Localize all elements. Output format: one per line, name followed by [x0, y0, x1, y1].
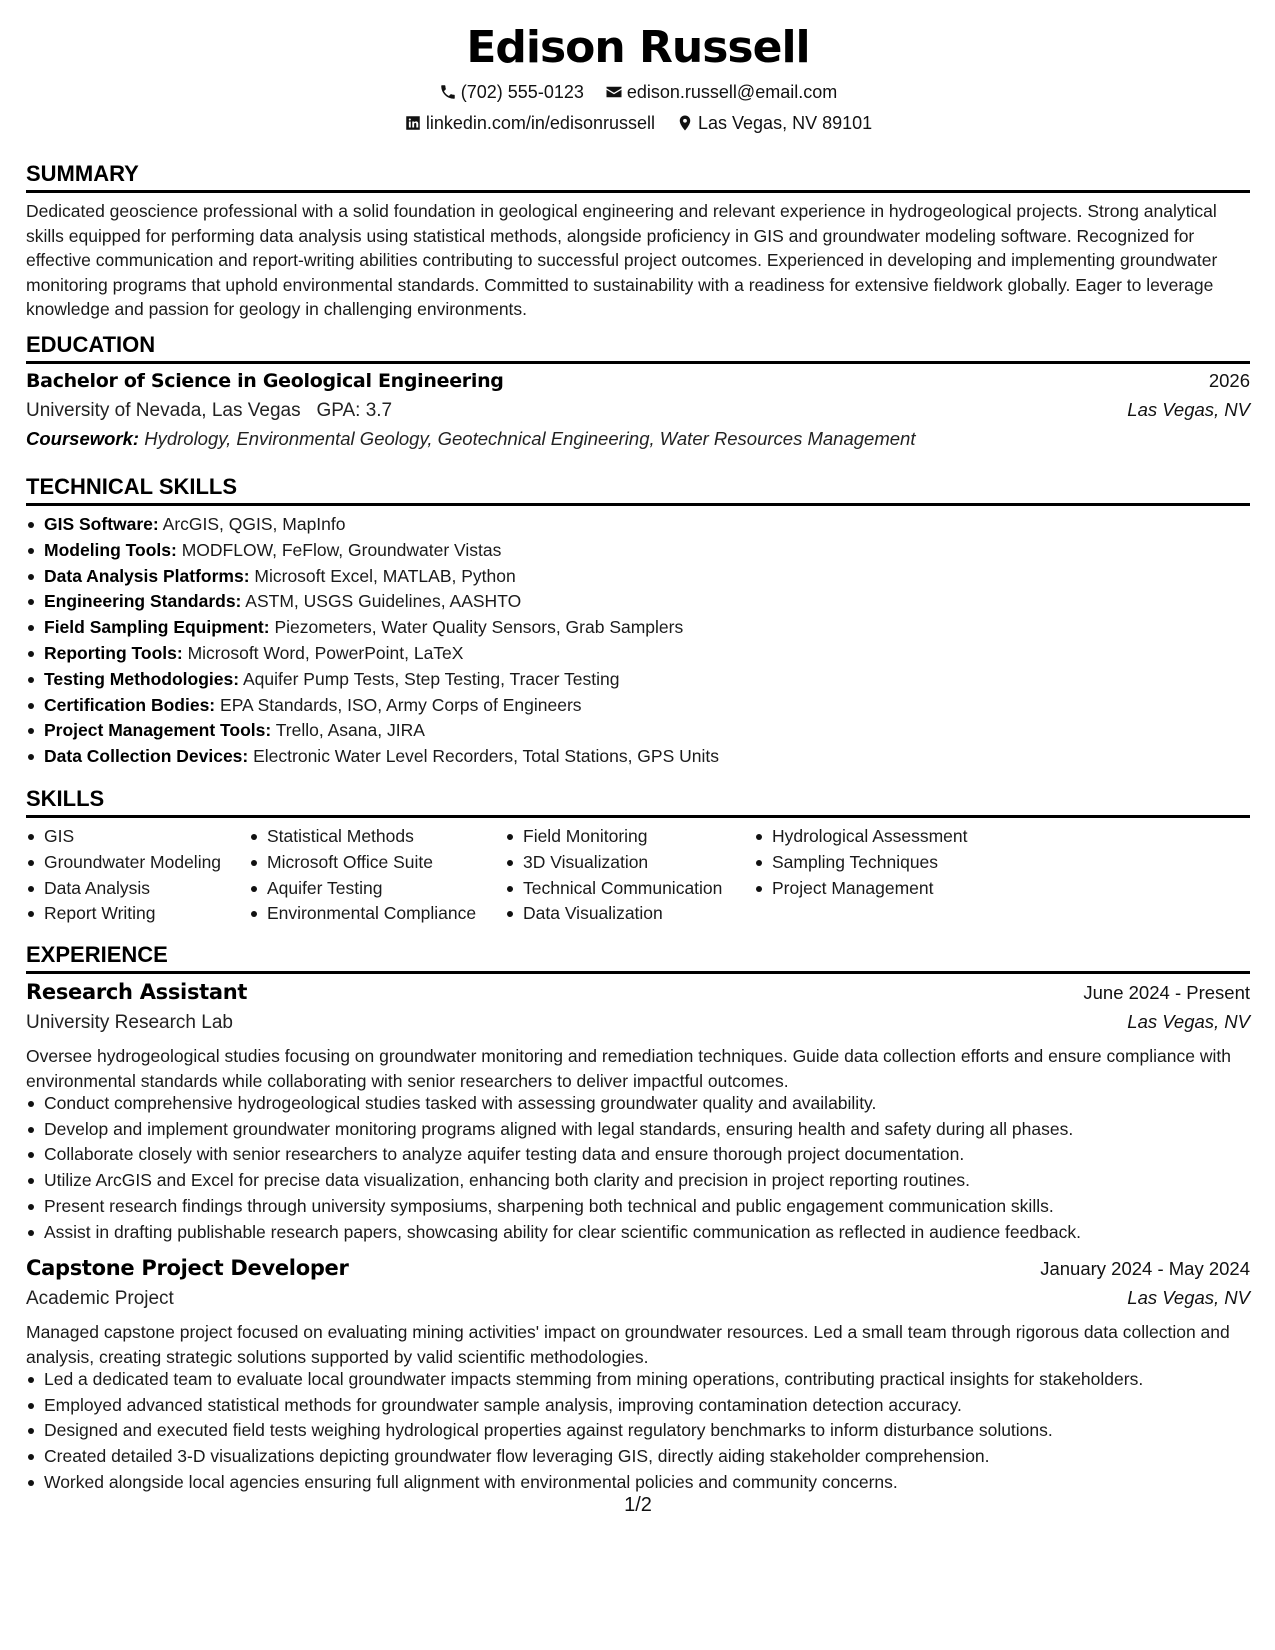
- job-summary: Oversee hydrogeological studies focusing on groundwater monitoring and remediation techniques. Guide data collection efforts and ensure compliance with environmental standards while collaborating with senior researchers to deliver impactful outcomes.: [26, 1046, 1231, 1091]
- skill-value: Electronic Water Level Recorders, Total Stations, GPS Units: [253, 746, 719, 767]
- coursework-row: [26, 428, 1250, 450]
- job-1-bullets: [26, 1091, 1081, 1245]
- linkedin-contact[interactable]: [404, 111, 655, 135]
- technical-skills-list: [26, 512, 719, 770]
- list-item: Field Monitoring: [505, 824, 722, 850]
- list-item: Designed and executed field tests weighing hydrological properties against regulatory benchmarks to inform disturbance solutions.: [26, 1418, 1143, 1444]
- location-text: Las Vegas, NV 89101: [698, 113, 873, 133]
- skill-value: Piezometers, Water Quality Sensors, Grab Samplers: [274, 617, 684, 638]
- job-1-title-row: [26, 980, 1250, 1004]
- school-line: [26, 400, 392, 422]
- job-dates: January 2024 - May 2024: [1040, 1258, 1250, 1279]
- job-organization: Academic Project: [26, 1288, 174, 1309]
- list-item: Project Management: [754, 876, 968, 902]
- list-item: Statistical Methods: [249, 824, 476, 850]
- list-item: Technical Communication: [505, 876, 722, 902]
- contact-row-1: [26, 80, 1250, 107]
- skills-column-2: [249, 824, 476, 927]
- list-item: [26, 693, 719, 719]
- list-item: Conduct comprehensive hydrogeological studies tasked with assessing groundwater quality and availability.: [26, 1091, 1081, 1117]
- skill-label: Certification Bodies:: [44, 694, 216, 715]
- list-item: Worked alongside local agencies ensuring full alignment with environmental policies and community concerns.: [26, 1470, 1143, 1496]
- list-item: [26, 564, 719, 590]
- job-2-title-row: [26, 1256, 1250, 1280]
- list-item: GIS: [26, 824, 221, 850]
- experience-heading: EXPERIENCE: [26, 942, 168, 967]
- list-item: [26, 538, 719, 564]
- list-item: Report Writing: [26, 901, 221, 927]
- skill-value: ArcGIS, QGIS, MapInfo: [162, 514, 346, 534]
- skills-column-1: [26, 824, 221, 927]
- envelope-icon: [605, 83, 623, 101]
- list-item: [26, 744, 719, 770]
- skill-label: Project Management Tools:: [44, 720, 272, 741]
- technical-skills-rule: [26, 503, 1250, 506]
- skill-label: Data Collection Devices:: [44, 746, 249, 767]
- job-2-org-row: [26, 1287, 1250, 1310]
- email-contact[interactable]: [605, 80, 837, 104]
- skills-rule: [26, 815, 1250, 818]
- list-item: Environmental Compliance: [249, 901, 476, 927]
- list-item: [26, 512, 719, 538]
- list-item: Employed advanced statistical methods for groundwater sample analysis, improving contamination detection accuracy.: [26, 1393, 1143, 1419]
- phone-icon: [439, 83, 457, 101]
- summary-rule: [26, 190, 1250, 193]
- school-name: University of Nevada, Las Vegas: [26, 400, 301, 421]
- phone-text: (702) 555-0123: [460, 82, 584, 102]
- job-title: Research Assistant: [26, 980, 248, 1004]
- coursework-line: [26, 428, 915, 450]
- experience-rule: [26, 971, 1250, 974]
- list-item: Utilize ArcGIS and Excel for precise data visualization, enhancing both clarity and precision in project reporting routines.: [26, 1168, 1081, 1194]
- candidate-name: Edison Russell: [466, 22, 810, 73]
- degree-title: Bachelor of Science in Geological Engineering: [26, 370, 504, 392]
- list-item: Collaborate closely with senior researchers to analyze aquifer testing data and ensure thorough project documentation.: [26, 1142, 1081, 1168]
- list-item: [26, 589, 719, 615]
- list-item: Assist in drafting publishable research papers, showcasing ability for clear scientific communication as reflected in audience feedback.: [26, 1220, 1081, 1246]
- list-item: Data Visualization: [505, 901, 722, 927]
- education-degree-row: [26, 370, 1250, 392]
- list-item: Present research findings through university symposiums, sharpening both technical and public engagement communication skills.: [26, 1194, 1081, 1220]
- phone-contact[interactable]: [439, 80, 584, 104]
- list-item: [26, 667, 719, 693]
- list-item: 3D Visualization: [505, 850, 722, 876]
- skill-label: Data Analysis Platforms:: [44, 565, 250, 586]
- skill-label: GIS Software:: [44, 514, 159, 534]
- email-text: edison.russell@email.com: [626, 82, 838, 102]
- education-heading: EDUCATION: [26, 332, 156, 357]
- job-summary: Managed capstone project focused on evaluating mining activities' impact on groundwater resources. Led a small team through rigorous data collection and analysis, creating strategic solutions supported by valid scientific methodologies.: [26, 1322, 1230, 1367]
- skills-column-4: [754, 824, 968, 901]
- skill-label: Testing Methodologies:: [44, 668, 240, 689]
- gpa: GPA: 3.7: [316, 400, 393, 421]
- linkedin-icon: [404, 114, 422, 132]
- job-1-org-row: [26, 1011, 1250, 1034]
- list-item: Led a dedicated team to evaluate local groundwater impacts stemming from mining operations, contributing practical insights for stakeholders.: [26, 1367, 1143, 1393]
- list-item: Sampling Techniques: [754, 850, 968, 876]
- linkedin-text: linkedin.com/in/edisonrussell: [425, 113, 655, 133]
- list-item: Hydrological Assessment: [754, 824, 968, 850]
- coursework-label: Coursework:: [26, 428, 140, 449]
- graduation-year: 2026: [1208, 370, 1250, 391]
- job-location: Las Vegas, NV: [1127, 1011, 1250, 1032]
- page-number: 1/2: [624, 1494, 652, 1516]
- skill-value: Aquifer Pump Tests, Step Testing, Tracer Testing: [243, 668, 620, 689]
- summary-heading: SUMMARY: [26, 161, 139, 186]
- list-item: [26, 718, 719, 744]
- skills-column-3: [505, 824, 722, 927]
- job-organization: University Research Lab: [26, 1012, 233, 1033]
- skill-value: Trello, Asana, JIRA: [275, 720, 425, 741]
- list-item: Data Analysis: [26, 876, 221, 902]
- list-item: Aquifer Testing: [249, 876, 476, 902]
- education-rule: [26, 361, 1250, 364]
- skill-value: MODFLOW, FeFlow, Groundwater Vistas: [181, 539, 502, 560]
- school-location: Las Vegas, NV: [1127, 399, 1250, 420]
- list-item: Microsoft Office Suite: [249, 850, 476, 876]
- job-2-bullets: [26, 1367, 1143, 1496]
- skills-heading: SKILLS: [26, 786, 105, 811]
- skill-label: Engineering Standards:: [44, 591, 242, 612]
- list-item: Groundwater Modeling: [26, 850, 221, 876]
- resume-page: [26, 0, 1250, 1650]
- job-location: Las Vegas, NV: [1127, 1287, 1250, 1308]
- list-item: [26, 641, 719, 667]
- job-dates: June 2024 - Present: [1083, 982, 1250, 1003]
- job-title: Capstone Project Developer: [26, 1256, 349, 1280]
- list-item: Created detailed 3-D visualizations depicting groundwater flow leveraging GIS, directly aiding stakeholder comprehension.: [26, 1444, 1143, 1470]
- map-pin-icon: [676, 114, 694, 132]
- coursework-list: Hydrology, Environmental Geology, Geotechnical Engineering, Water Resources Management: [144, 428, 916, 449]
- skill-label: Field Sampling Equipment:: [44, 617, 270, 638]
- skill-value: EPA Standards, ISO, Army Corps of Engineers: [220, 694, 582, 715]
- skill-label: Modeling Tools:: [44, 539, 177, 560]
- list-item: [26, 615, 719, 641]
- skill-label: Reporting Tools:: [44, 642, 183, 663]
- skill-value: Microsoft Word, PowerPoint, LaTeX: [187, 642, 464, 663]
- education-school-row: [26, 399, 1250, 422]
- list-item: Develop and implement groundwater monitoring programs aligned with legal standards, ensuring health and safety during all phases.: [26, 1117, 1081, 1143]
- location-contact: [676, 111, 872, 135]
- skill-value: Microsoft Excel, MATLAB, Python: [254, 565, 516, 586]
- technical-skills-heading: TECHNICAL SKILLS: [26, 474, 238, 499]
- contact-row-2: [26, 111, 1250, 138]
- summary-text: Dedicated geoscience professional with a solid foundation in geological engineering and relevant experience in hydrogeological projects. Strong analytical skills equipped for performing data analysis using statistical methods, alongside proficiency in GIS and groundwater modeling software. Recognized for effective communication and report-writing abilities contributing to successful project outcomes. Experienced in developing and implementing groundwater monitoring programs that uphold environmental standards. Committed to sustainability with a readiness for extensive fieldwork globally. Eager to leverage knowledge and passion for geology in challenging environments.: [26, 201, 1218, 320]
- skill-value: ASTM, USGS Guidelines, AASHTO: [245, 591, 522, 612]
